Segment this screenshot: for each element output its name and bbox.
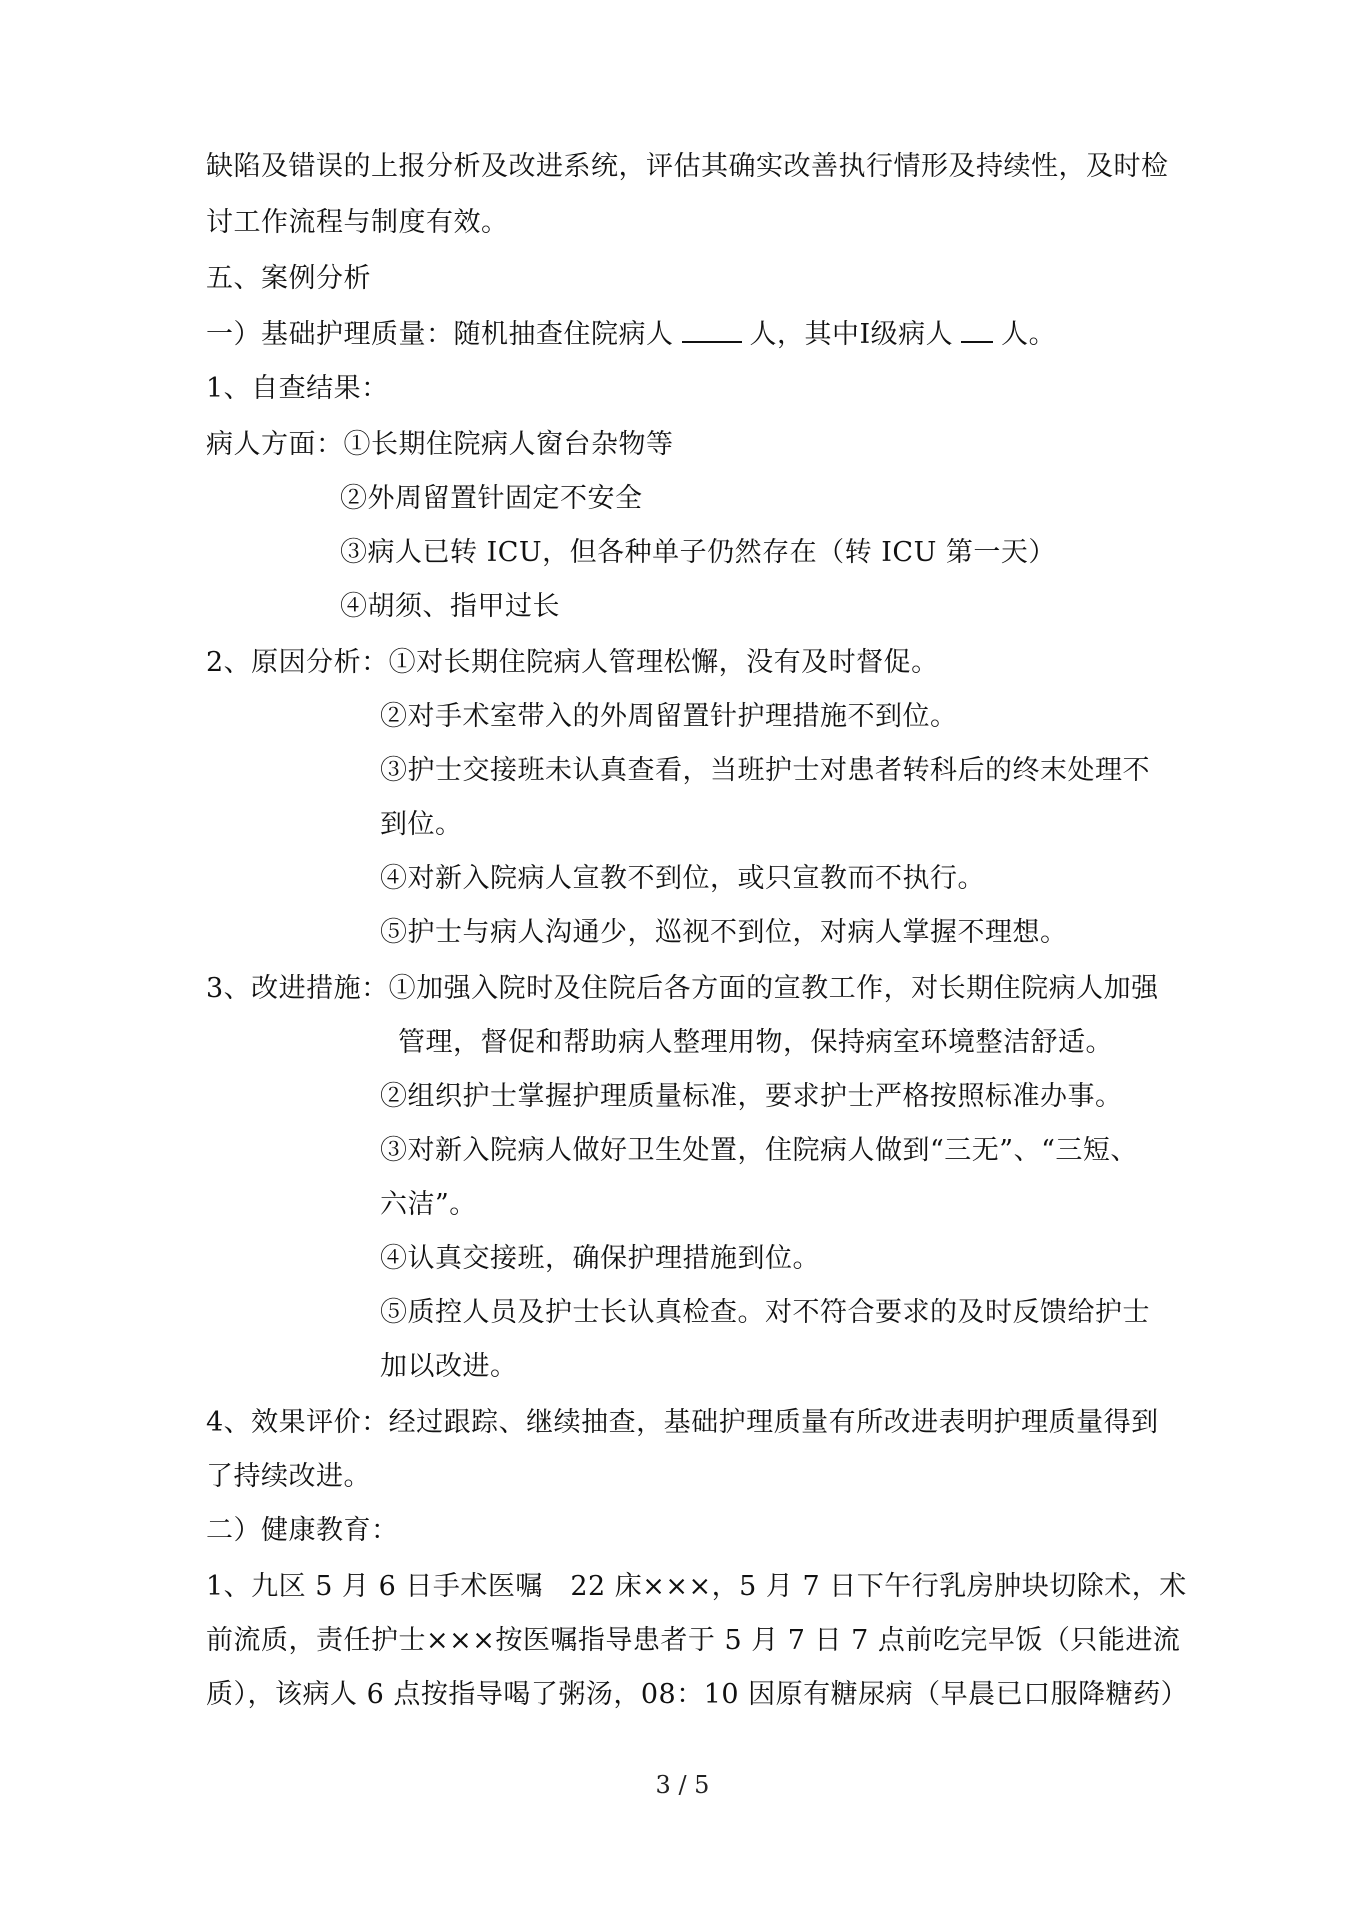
subsection-heading: 1、自查结果： [206,373,389,404]
text-line: 缺陷及错误的上报分析及改进系统，评估其确实改善执行情形及持续性，及时检 [206,151,1169,182]
text-line: 管理，督促和帮助病人整理用物，保持病室环境整洁舒适。 [398,1027,1113,1058]
text-line: 1、九区 5 月 6 日手术医嘱 22 床×××，5 月 7 日下午行乳房肿块切除术，术 [206,1571,1187,1602]
sampling-line [206,318,1056,352]
text-line: ④认真交接班，确保护理措施到位。 [380,1243,820,1274]
text-line: ②对手术室带入的外周留置针护理措施不到位。 [380,701,958,732]
text-line: 了持续改进。 [206,1461,371,1492]
sampling-text-1: 一）基础护理质量：随机抽查住院病人 [206,319,674,350]
section-heading: 五、案例分析 [206,263,371,294]
text-line: 加以改进。 [380,1351,518,1382]
text-line: 病人方面：①长期住院病人窗台杂物等 [206,429,674,460]
sampling-text-2: 人，其中Ⅰ级病人 [749,319,954,350]
text-line: 讨工作流程与制度有效。 [206,207,509,238]
subsection-heading: 3、改进措施：①加强入院时及住院后各方面的宣教工作，对长期住院病人加强 [206,973,1159,1004]
text-line: ②外周留置针固定不安全 [340,483,643,514]
text-line: ③病人已转 ICU，但各种单子仍然存在（转 ICU 第一天） [340,537,1056,568]
subsection-heading: 4、效果评价：经过跟踪、继续抽查，基础护理质量有所改进表明护理质量得到 [206,1407,1159,1438]
text-line: 到位。 [380,809,463,840]
text-line: ⑤护士与病人沟通少，巡视不到位，对病人掌握不理想。 [380,917,1068,948]
subsection-heading: 2、原因分析：①对长期住院病人管理松懈，没有及时督促。 [206,647,939,678]
text-line: ④胡须、指甲过长 [340,591,560,622]
text-line: ②组织护士掌握护理质量标准，要求护士严格按照标准办事。 [380,1081,1123,1112]
text-line: ⑤质控人员及护士长认真检查。对不符合要求的及时反馈给护士 [380,1297,1150,1328]
sampling-text-3: 人。 [1001,319,1057,350]
text-line: 六洁”。 [380,1189,477,1220]
page-number: 3 / 5 [655,1771,710,1799]
text-line: 前流质，责任护士×××按医嘱指导患者于 5 月 7 日 7 点前吃完早饭（只能进流 [206,1625,1181,1656]
blank-field-patients[interactable] [682,319,742,343]
text-line: ③对新入院病人做好卫生处置，住院病人做到“三无”、“三短、 [380,1135,1138,1166]
text-line: 质），该病人 6 点按指导喝了粥汤，08：10 因原有糖尿病（早晨已口服降糖药） [206,1679,1189,1710]
text-line: ④对新入院病人宣教不到位，或只宣教而不执行。 [380,863,985,894]
section-heading: 二）健康教育： [206,1515,399,1546]
blank-field-level1[interactable] [961,319,993,343]
text-line: ③护士交接班未认真查看，当班护士对患者转科后的终末处理不 [380,755,1150,786]
